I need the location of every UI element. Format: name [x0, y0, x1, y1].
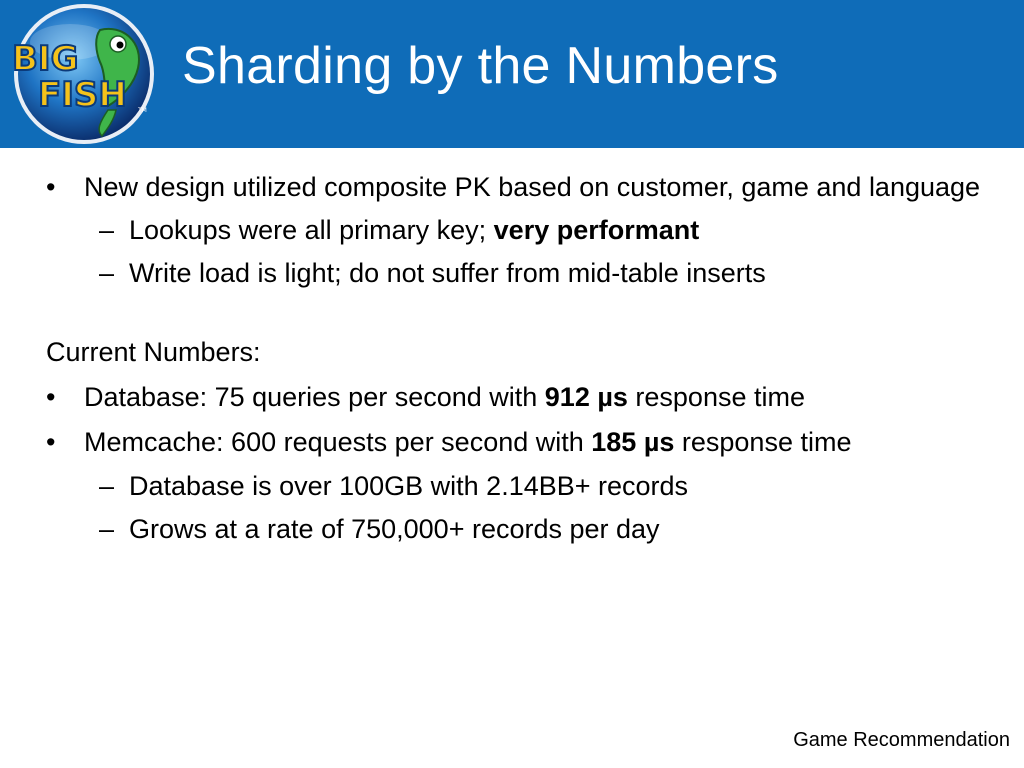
slide-title: Sharding by the Numbers: [182, 37, 779, 95]
svg-text:FISH: FISH: [38, 75, 127, 115]
emphasis-text: 185 µs: [591, 427, 675, 458]
bullet-marker: •: [46, 172, 56, 202]
dash-marker: –: [99, 513, 115, 544]
dash-marker: –: [99, 258, 115, 289]
bullet-item: [46, 380, 1006, 415]
bullet-marker: •: [46, 427, 56, 458]
svg-text:TM: TM: [138, 107, 147, 114]
slide-header: [0, 0, 1024, 148]
bullet-item: [46, 170, 1006, 205]
emphasis-text: very performant: [493, 215, 700, 246]
bullet-text: Database: 75 queries per second with: [84, 382, 545, 413]
sub-bullet-item: [46, 213, 1006, 248]
bullet-marker: •: [46, 382, 56, 413]
big-fish-logo: [4, 2, 154, 146]
bullet-text: New design utilized composite PK based on customer, game and language: [84, 172, 981, 202]
sub-bullet-text: Database is over 100GB with 2.14BB+ records: [129, 470, 689, 501]
svg-text:BIG: BIG: [12, 39, 79, 79]
bullet-text: response time: [674, 427, 852, 458]
emphasis-text: 912 µs: [544, 382, 628, 413]
sub-bullet-item: [46, 512, 1006, 547]
bullet-text: response time: [627, 382, 805, 413]
sub-bullet-item: [46, 256, 1006, 291]
slide-body: [46, 170, 1006, 547]
sub-bullet-text: Lookups were all primary key;: [129, 215, 494, 246]
dash-marker: –: [99, 215, 115, 246]
bullet-item: [46, 425, 1006, 460]
slide-footer: Game Recommendation: [793, 729, 1010, 751]
sub-bullet-item: [46, 469, 1006, 504]
dash-marker: –: [99, 470, 115, 501]
bullet-text: Memcache: 600 requests per second with: [84, 427, 592, 458]
sub-bullet-text: Write load is light; do not suffer from mid-table inserts: [129, 258, 766, 289]
section-label: Current Numbers:: [46, 337, 261, 368]
sub-bullet-text: Grows at a rate of 750,000+ records per day: [129, 513, 660, 544]
